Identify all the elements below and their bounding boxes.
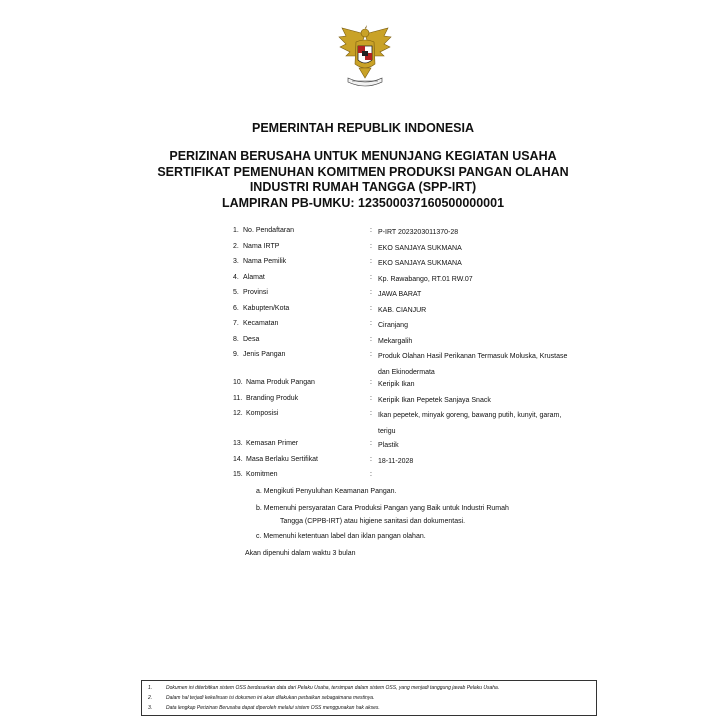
field-label: Branding Produk [246,394,299,402]
field-label: Nama Pemilik [243,258,287,265]
field-value: Kp. Rawabango, RT.01 RW.07 [378,275,473,283]
field-label: Desa [243,335,260,343]
field-row [233,351,613,379]
field-number: 6. [233,304,239,312]
field-number: 9. [233,351,239,358]
field-label: Komposisi [246,410,279,417]
field-value [378,410,603,438]
field-value: KAB. CIANJUR [378,306,427,314]
footnote-number: 2. [148,695,153,701]
title-line-3: INDUSTRI RUMAH TANGGA (SPP-IRT) [249,180,477,194]
footnote [148,695,374,701]
government-heading: PEMERINTAH REPUBLIK INDONESIA [251,121,474,135]
field-row [233,274,613,290]
field-number: 7. [233,320,239,327]
field-number: 15. [233,471,243,478]
field-number: 12. [233,410,243,417]
field-label: Masa Berlaku Sertifikat [246,455,318,463]
field-label: Kabupten/Kota [243,304,290,312]
field-value-line-2: dan Ekinodermata [378,368,435,376]
field-number: 10. [233,379,243,386]
certificate-fields [233,227,613,487]
field-row [233,258,613,274]
footnote-box [141,680,597,716]
footnote [148,685,499,691]
field-label: Nama Produk Pangan [246,379,315,386]
field-label: Alamat [243,273,265,281]
field-colon: : [370,227,372,234]
field-label: Provinsi [243,289,268,296]
field-row [233,440,613,456]
field-number: 13. [233,440,243,447]
commitment-item-b: b. Memenuhi persyaratan Cara Produksi Pangan yang Baik untuk Industri Rumah [256,505,509,512]
field-label: Kecamatan [243,320,279,327]
field-row [233,456,613,472]
field-colon: : [370,455,372,463]
field-label: No. Pendaftaran [243,227,294,234]
field-number: 2. [233,242,239,250]
field-colon: : [370,410,372,417]
footnote-number: 3. [148,705,153,711]
field-value: Plastik [378,442,399,449]
field-row [233,379,613,395]
field-value: 18-11-2028 [378,457,414,465]
field-value: JAWA BARAT [378,291,422,298]
title-line-1: PERIZINAN BERUSAHA UNTUK MENUNJANG KEGIATAN USAHA [169,149,557,163]
field-value: EKO SANJAYA SUKMANA [378,244,462,252]
field-colon: : [370,304,372,312]
field-label: Jenis Pangan [243,351,286,358]
field-colon: : [370,471,372,478]
field-colon: : [370,394,372,402]
field-colon: : [370,258,372,265]
field-row [233,320,613,336]
field-row [233,395,613,411]
commitment-item-c: c. Memenuhi ketentuan label dan iklan pangan olahan. [256,533,426,540]
field-value: Ciranjang [378,322,408,329]
field-number: 14. [233,455,243,463]
field-number: 11. [233,394,243,402]
footnote-text: Dokumen ini diterbitkan sistem OSS berdasarkan data dari Pelaku Usaha, tersimpan dalam sistem OSS, yang menjadi tanggung jawab Pelaku Usaha. [166,685,500,691]
field-number: 4. [233,273,239,281]
footnote-text: Data lengkap Perizinan Berusaha dapat diperoleh melalui sistem OSS menggunakan hak akses. [166,705,380,711]
field-value: Keripik Ikan Pepetek Sanjaya Snack [378,396,491,404]
field-row [233,289,613,305]
field-value-line-1: Ikan pepetek, minyak goreng, bawang putih, kunyit, garam, [378,412,562,419]
field-row [233,410,613,440]
title-line-2: SERTIFIKAT PEMENUHAN KOMITMEN PRODUKSI PANGAN OLAHAN [157,164,569,179]
title-line-4: LAMPIRAN PB-UMKU: 123500037160500000001 [221,195,505,210]
commitment-deadline: Akan dipenuhi dalam waktu 3 bulan [245,550,356,557]
field-row [233,243,613,259]
field-number: 5. [233,289,239,296]
garuda-emblem-icon [336,24,394,88]
field-colon: : [370,335,372,343]
field-colon: : [370,351,372,358]
footnote [148,705,380,711]
field-row [233,336,613,352]
field-colon: : [370,379,372,386]
footnote-number: 1. [148,685,153,691]
field-label: Nama IRTP [243,242,280,250]
field-number: 3. [233,258,239,265]
field-colon: : [370,273,372,281]
document-title [0,149,726,211]
commitment-item-a: a. Mengikuti Penyuluhan Keamanan Pangan. [256,488,397,495]
field-label: Komitmen [246,471,278,478]
field-value: P-IRT 2023203011370-28 [378,229,459,236]
field-colon: : [370,242,372,250]
field-value: Keripik Ikan [378,381,415,388]
field-value-line-1: Produk Olahan Hasil Perikanan Termasuk Moluska, Krustase [378,353,568,360]
field-number: 8. [233,335,239,343]
field-number: 1. [233,227,239,234]
field-value [378,351,603,379]
commitment-item-b-continued: Tangga (CPPB-IRT) atau higiene sanitasi dan dokumentasi. [280,518,466,525]
field-colon: : [370,440,372,447]
field-value: EKO SANJAYA SUKMANA [378,260,462,267]
footnote-text: Dalam hal terjadi kekeliruan isi dokumen ini akan dilakukan perbaikan sebagaimana mestinya. [166,695,375,701]
field-colon: : [370,289,372,296]
field-label: Kemasan Primer [246,440,299,447]
field-row [233,471,613,487]
field-value: Mekargalih [378,337,413,345]
field-value-line-2: terigu [378,427,396,435]
field-colon: : [370,320,372,327]
field-row [233,305,613,321]
field-row [233,227,613,243]
